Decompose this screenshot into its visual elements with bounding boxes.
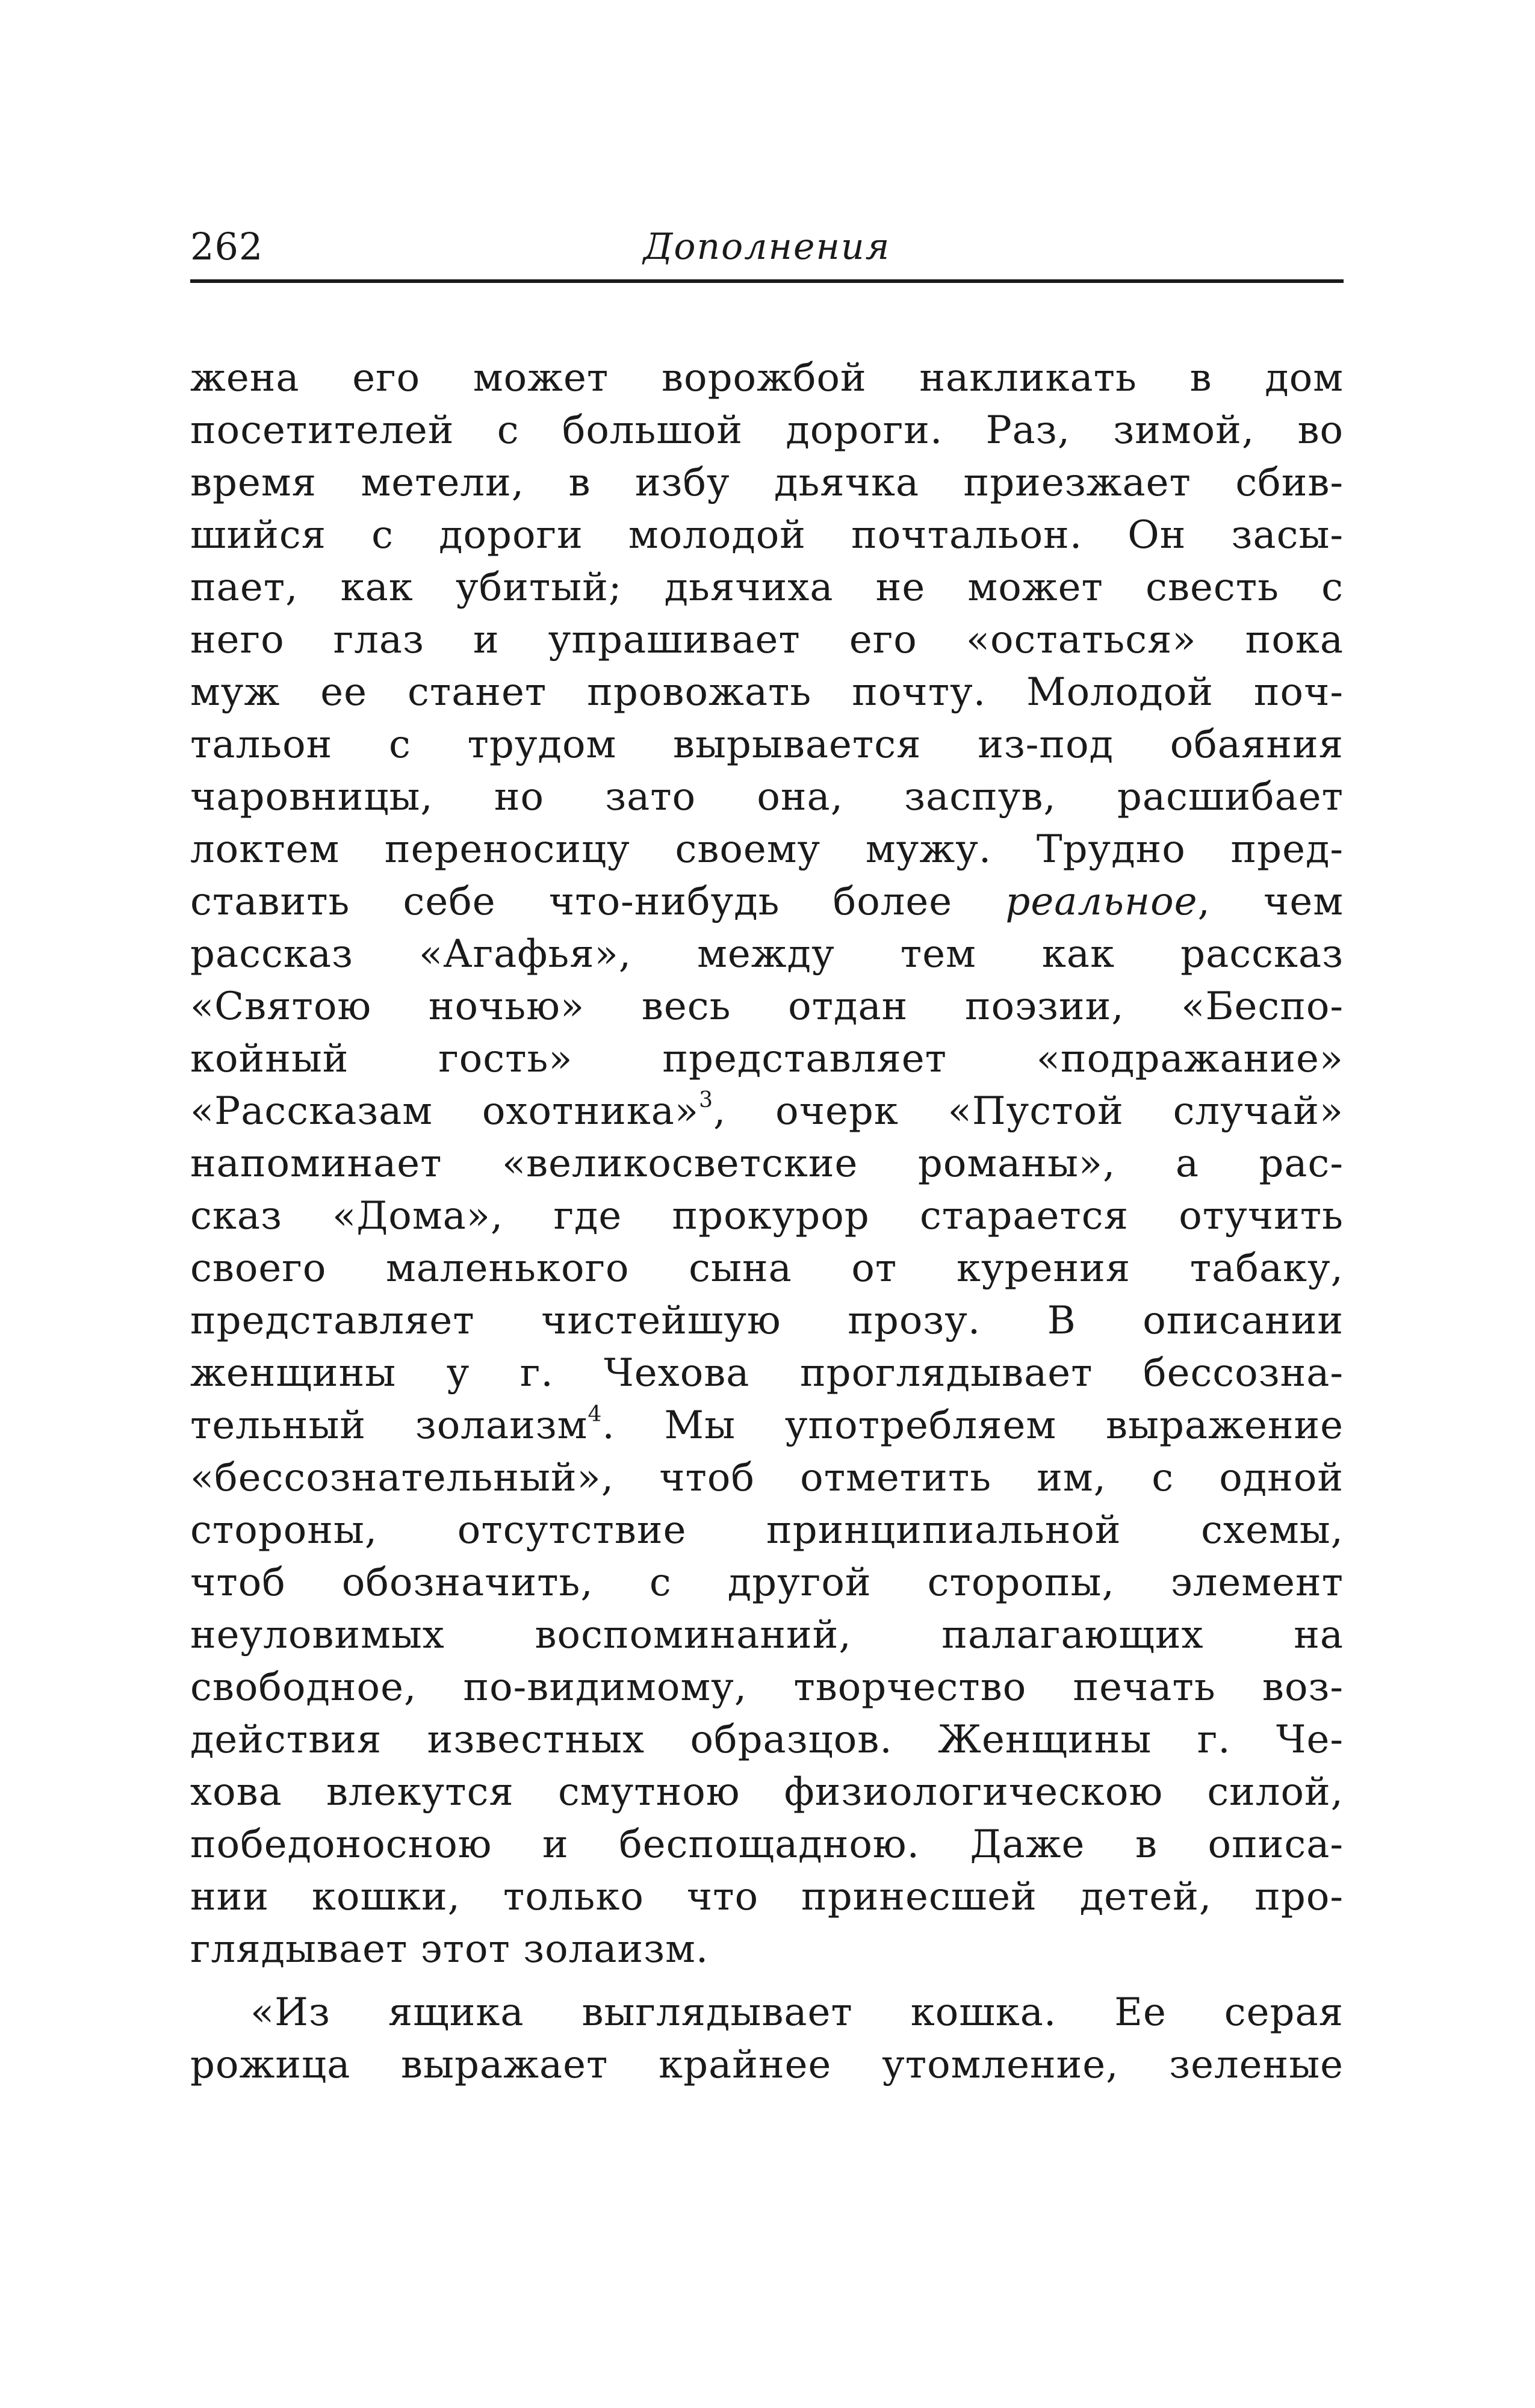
text-line [190,876,1344,928]
text-line: «Святою ночью» весь отдан поэзии, «Беспо- [190,984,1344,1029]
italic-emphasis: реальное [1005,880,1198,924]
text-line: посетителей с большой дороги. Раз, зимой, во [190,408,1344,453]
text-line: нии кошки, только что принесшей детей, про- [190,1875,1344,1919]
text-line: напоминает «великосветские романы», а рас- [190,1141,1344,1186]
paragraph [190,1987,1344,2091]
text-segment: , чем [1197,880,1344,924]
text-line: «Из ящика выглядывает кошка. Ее серая [250,1990,1344,2035]
text-line: женщины у г. Чехова проглядывает бессозна- [190,1351,1344,1395]
text-line: муж ее станет провожать почту. Молодой поч- [190,670,1344,715]
footnote-marker: 3 [699,1087,713,1112]
running-head [190,220,1344,274]
text-line: действия известных образцов. Женщины г. Че- [190,1718,1344,1762]
text-line: жена его может ворожбой накликать в дом [190,356,1344,400]
text-line: время метели, в избу дьячка приезжает сбив- [190,461,1344,505]
text-line: своего маленького сына от курения табаку, [190,1246,1344,1291]
text-line: «бессознательный», чтоб отметить им, с одной [190,1456,1344,1500]
text-line: пает, как убитый; дьячиха не может свесть с [190,565,1344,610]
body-text [190,352,1344,2091]
text-segment: ставить себе что-нибудь более [190,880,1006,924]
text-line: тальон с трудом вырывается из-под обаяния [190,722,1344,767]
text-line [190,1085,1344,1138]
text-line: неуловимых воспоминаний, палагающих на [190,1613,1344,1657]
text-line: локтем переносицу своему мужу. Трудно пред- [190,827,1344,872]
header-rule [190,279,1344,283]
text-line: рассказ «Агафья», между тем как рассказ [190,932,1344,976]
paragraph-gap [190,1976,1344,1987]
text-line: представляет чистейшую прозу. В описании [190,1299,1344,1343]
text-line: стороны, отсутствие принципиальной схемы, [190,1508,1344,1553]
text-line: свободное, по-видимому, творчество печать воз- [190,1665,1344,1710]
paragraph [190,352,1344,1976]
text-segment: . Мы употребляем выражение [602,1403,1344,1448]
text-line: сказ «Дома», где прокурор старается отучить [190,1194,1344,1238]
page-number: 262 [190,225,264,268]
text-line: шийся с дороги молодой почтальон. Он засы- [190,513,1344,557]
running-title: Дополнения [643,226,891,268]
text-line: чаровницы, но зато она, заспув, расшибает [190,775,1344,819]
text-segment: тельный золаизм [190,1403,588,1448]
text-line: рожица выражает крайнее утомление, зеленые [190,2043,1344,2087]
text-line: него глаз и упрашивает его «остаться» пока [190,618,1344,662]
footnote-marker: 4 [588,1401,603,1427]
text-line: хова влекутся смутною физиологическою силой, [190,1770,1344,1814]
text-line: глядывает этот золаизм. [190,1927,709,1972]
text-line: чтоб обозначить, с другой сторопы, элемент [190,1560,1344,1605]
text-segment: «Рассказам охотника» [190,1089,699,1134]
text-segment: , очерк «Пустой случай» [713,1089,1344,1134]
text-line [190,1400,1344,1452]
text-line: койный гость» представляет «подражание» [190,1037,1344,1081]
text-line: победоносною и беспощадною. Даже в описа- [190,1822,1344,1867]
